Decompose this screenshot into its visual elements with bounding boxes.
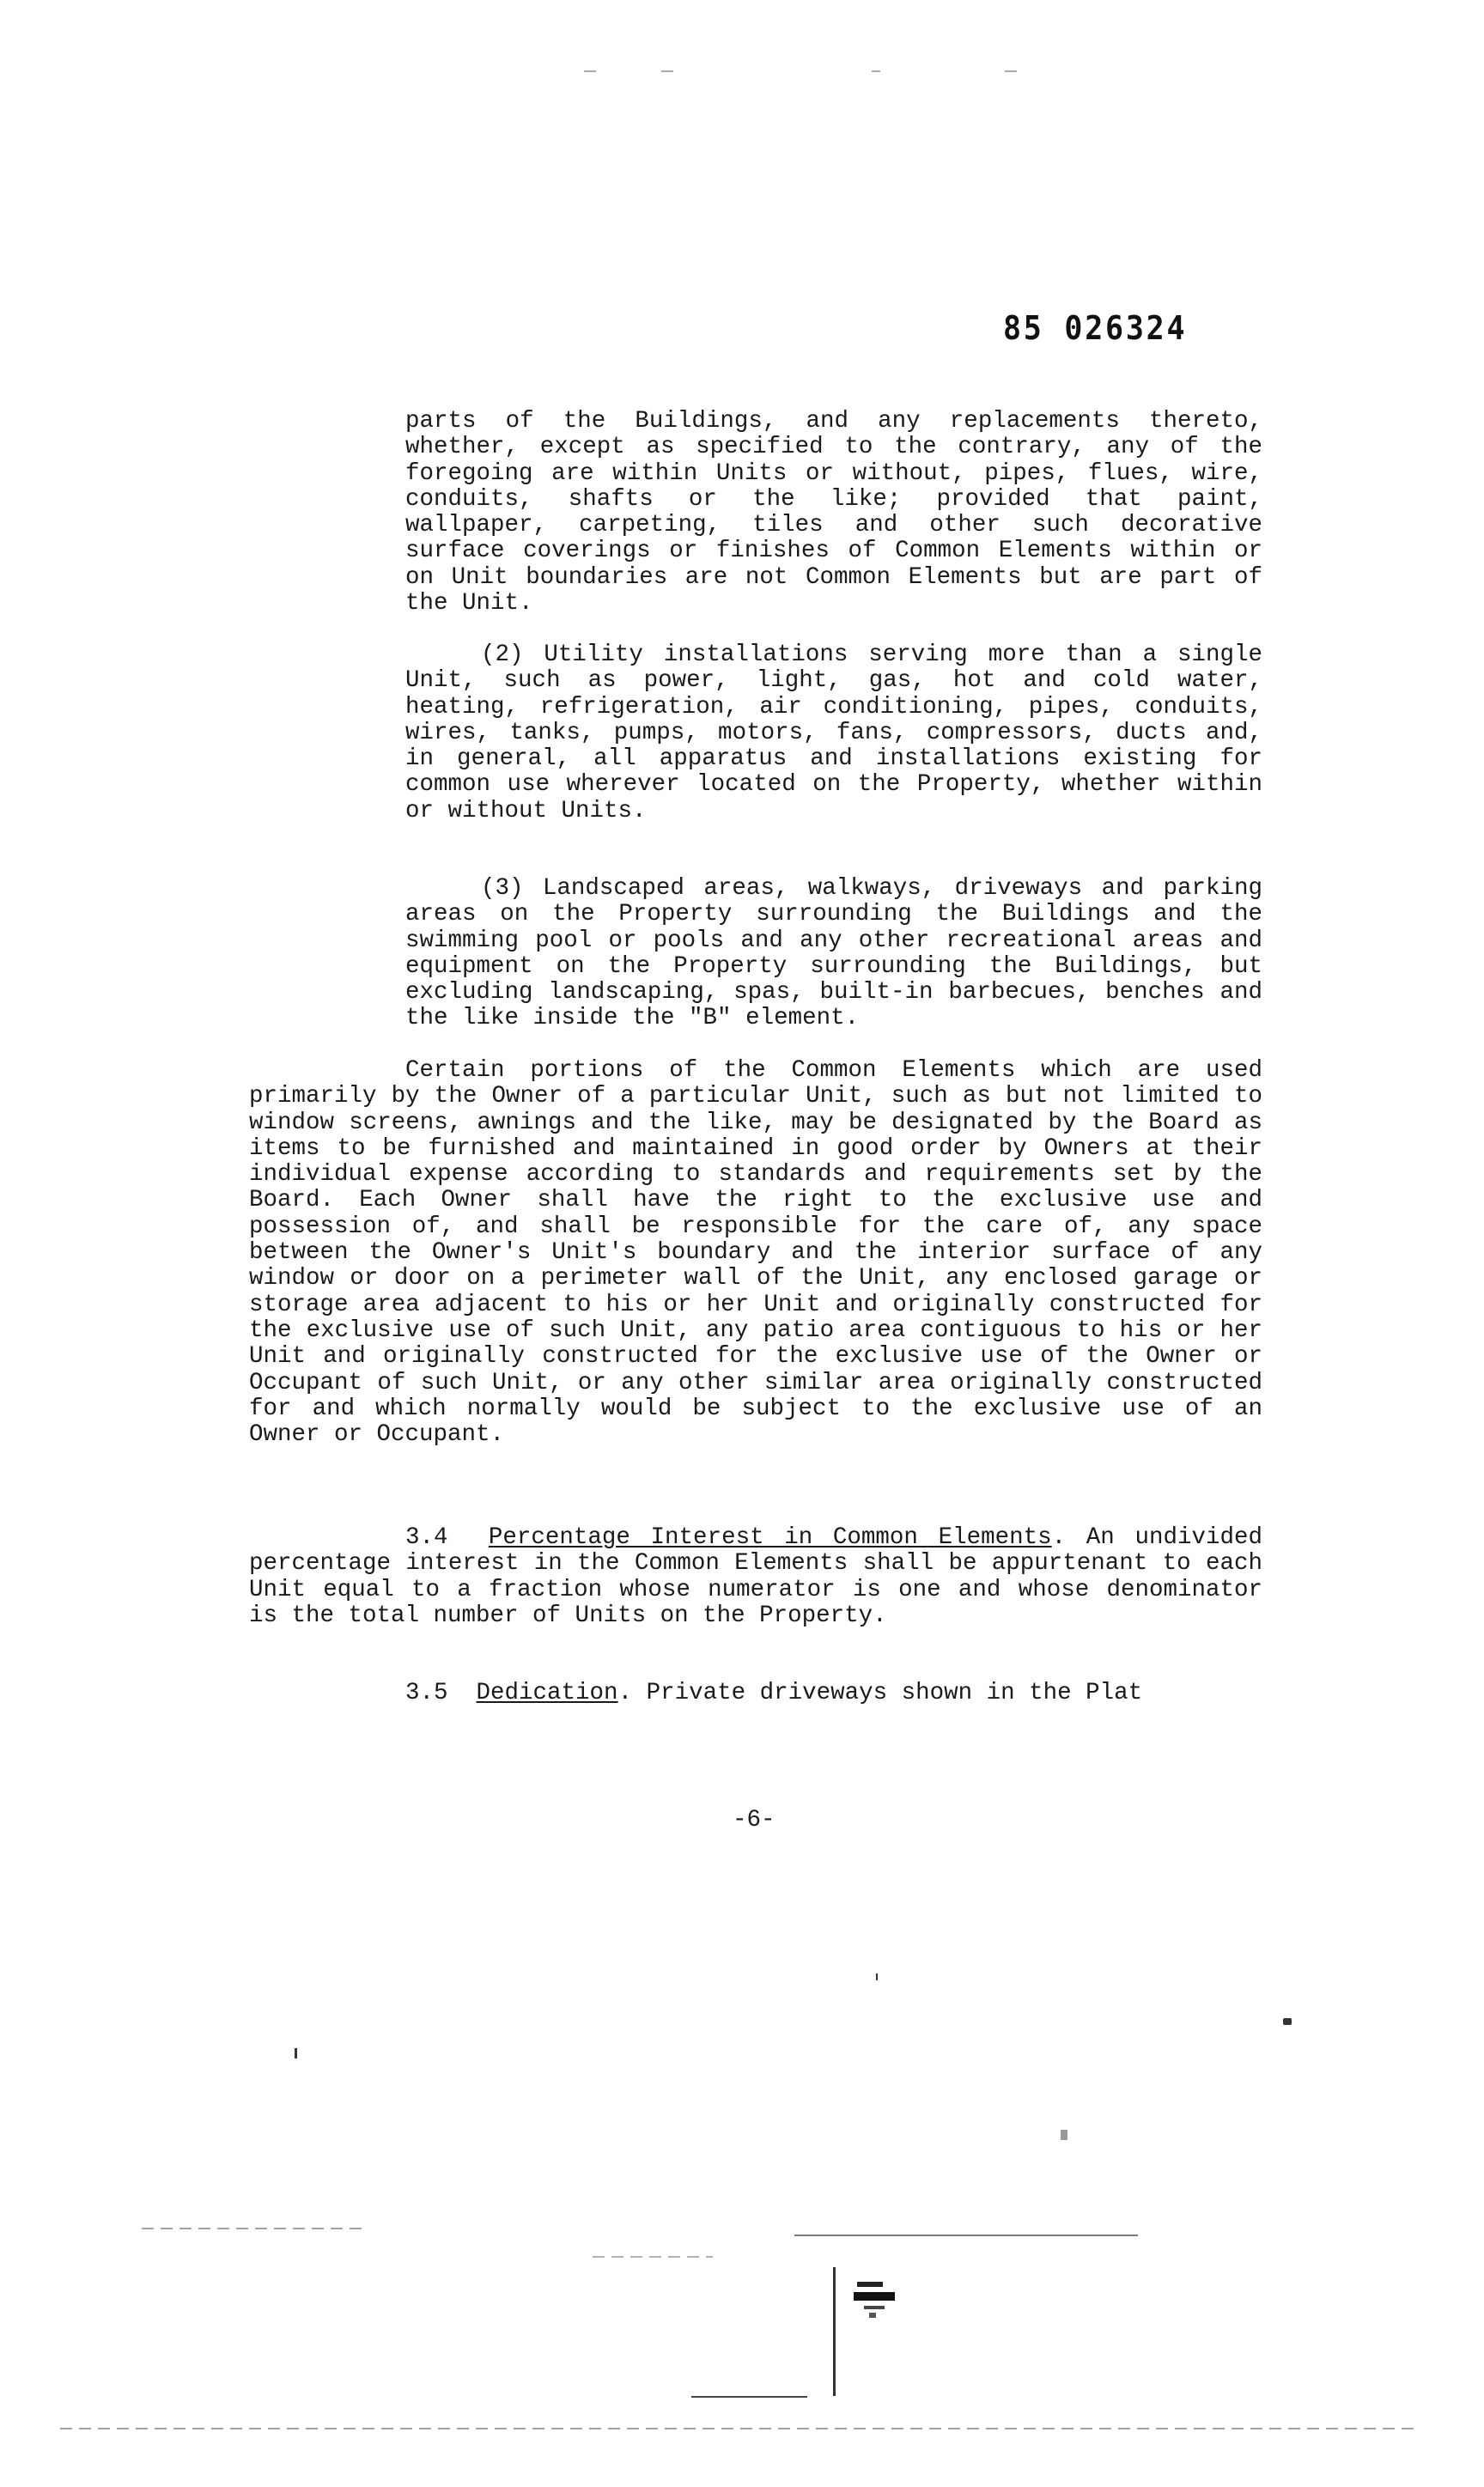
paragraph-utility-installations: (2) Utility installations serving more than a single Unit, such as power, light, gas, hot and cold water, heating, refrigeration, air conditioning, pipes, conduits, wires, tanks, pumps, motors, fans, compressors, ducts and, in general, all apparatus and installations existing for common use wherever located on the Property, whether within or without Units.	[405, 642, 1262, 824]
section-3-4	[249, 1525, 1262, 1629]
scan-bottom-edge	[60, 2428, 1417, 2429]
paragraph-limited-common-elements: Certain portions of the Common Elements which are used primarily by the Owner of a particular Unit, such as but not limited to window screens, awnings and the like, may be designated by the Board as items to be furnished and maintained in good order by Owners at their individual expense according to standards and requirements set by the Board. Each Owner shall have the right to the exclusive use and possession of, and shall be responsible for the care of, any space between the Owner's Unit's boundary and the interior surface of any window or door on a perimeter wall of the Unit, any enclosed garage or storage area adjacent to his or her Unit and originally constructed for the exclusive use of such Unit, any patio area contiguous to his or her Unit and originally constructed for the exclusive use of the Owner or Occupant of such Unit, or any other similar area originally constructed for and which normally would be subject to the exclusive use of an Owner or Occupant.	[249, 1057, 1262, 1449]
scan-speck	[872, 70, 880, 72]
scan-speck	[661, 70, 680, 72]
stamp-mark-icon	[854, 2280, 898, 2320]
section-3-4-text: . An undivided percentage interest in the Common Elements shall be appurtenant to each Unit equal to a fraction whose numerator is one and whose denominator is the total number of Units on the Property.	[249, 1524, 1262, 1629]
scan-speck	[1005, 70, 1022, 72]
scan-dashed-line	[142, 2228, 365, 2229]
scan-rule-line	[691, 2396, 807, 2398]
scan-dashed-line	[593, 2256, 713, 2258]
scan-speck	[584, 70, 598, 72]
scan-vertical-mark	[833, 2267, 836, 2396]
document-number: 85 026324	[1003, 309, 1188, 347]
scan-speck	[876, 1973, 878, 1980]
page-number: -6-	[733, 1807, 775, 1833]
section-3-4-number: 3.4	[405, 1524, 448, 1551]
scan-speck	[1061, 2130, 1067, 2140]
scan-speck	[1283, 2018, 1292, 2025]
scan-speck	[295, 2048, 297, 2058]
section-3-5-number: 3.5	[405, 1680, 448, 1706]
section-3-5-text: . Private driveways shown in the Plat	[617, 1680, 1143, 1706]
paragraph-landscaped-areas: (3) Landscaped areas, walkways, driveways and parking areas on the Property surrounding the Buildings and the swimming pool or pools and any other recreational areas and equipment on the Property surrounding the Buildings, but excluding landscaping, spas, built-in barbecues, benches and the like inside the "B" element.	[405, 875, 1262, 1032]
section-3-5	[249, 1681, 1262, 1706]
section-3-5-heading: Dedication	[476, 1680, 618, 1706]
scan-rule-line	[794, 2235, 1138, 2236]
section-3-4-heading: Percentage Interest in Common Elements	[488, 1524, 1052, 1551]
paragraph-common-elements-continued: parts of the Buildings, and any replacements thereto, whether, except as specified to the contrary, any of the foregoing are within Units or without, pipes, flues, wire, conduits, shafts or the like; provided that paint, wallpaper, carpeting, tiles and other such decorative surface coverings or finishes of Common Elements within or on Unit boundaries are not Common Elements but are part of the Unit.	[405, 408, 1262, 617]
